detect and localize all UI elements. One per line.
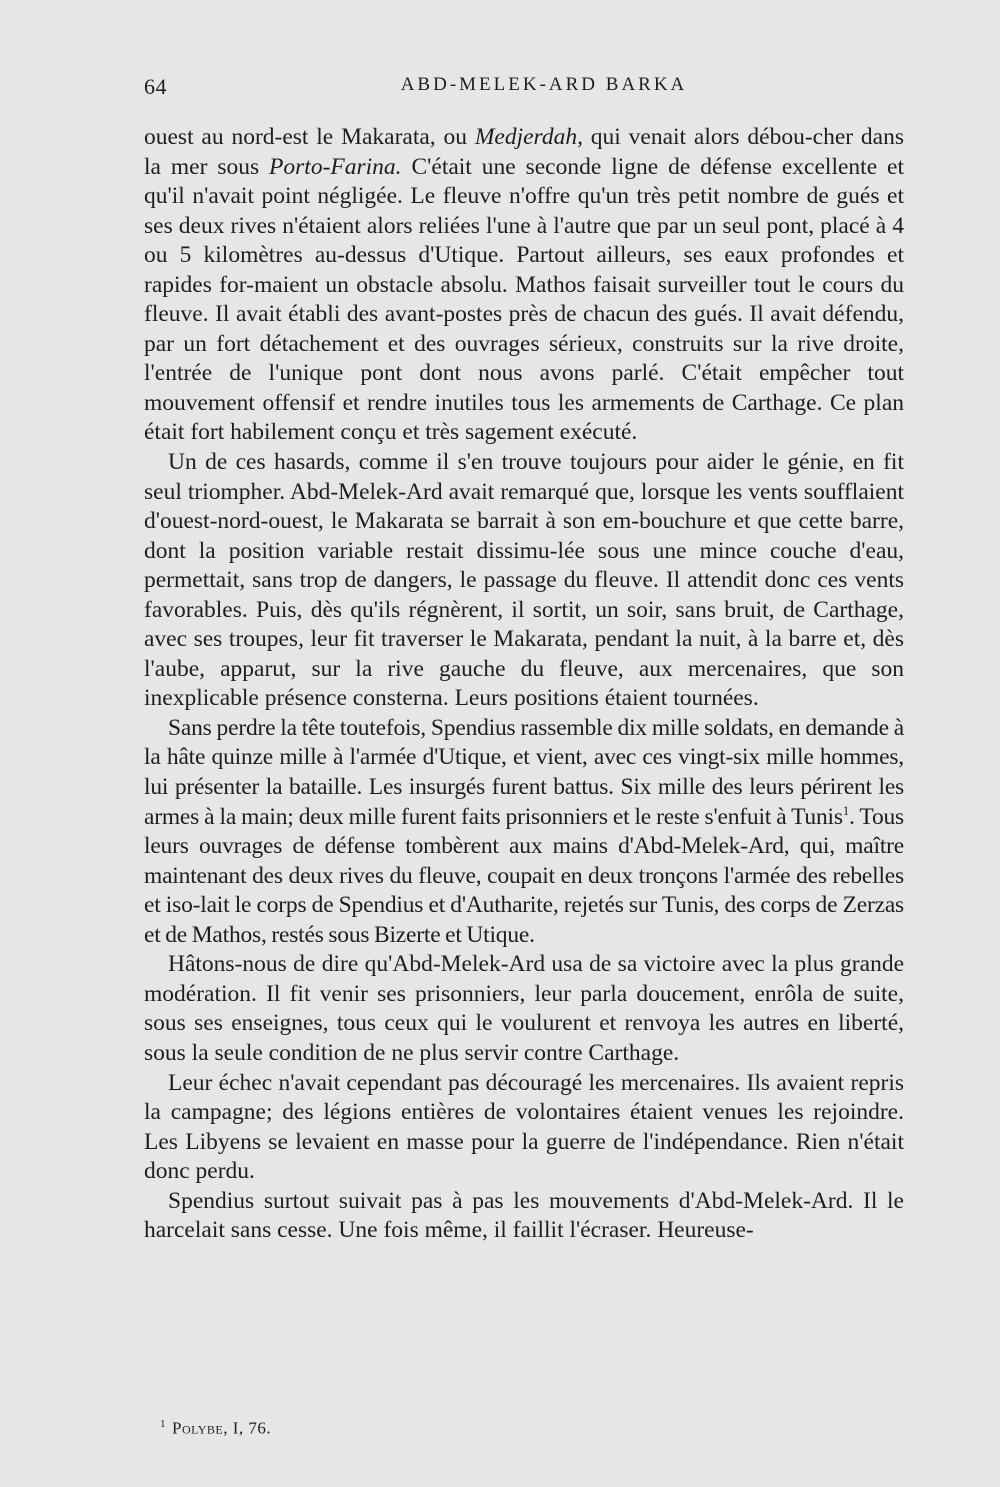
footnote-reference-mark: 1 bbox=[842, 802, 850, 818]
paragraph-2: Un de ces hasards, comme il s'en trouve toujours pour aider le génie, en fit seul triompher. Abd-Melek-Ard avait remarqué que, lorsque les vents soufflaient d'ouest-nord-ouest, le Makarata se barrait à son em-bouchure et que cette barre, dont la position variable restait dissimu-lée sous une mince couche d'eau, permettait, sans trop de dangers, le passage du fleuve. Il attendit donc ces vents favorables. Puis, dès qu'ils régnèrent, il sortit, un soir, sans bruit, de Carthage, avec ses troupes, leur fit traverser le Makarata, pendant la nuit, à la barre et, dès l'aube, apparut, sur la rive gauche du fleuve, aux mercenaires, que son inexplicable présence consterna. Leurs positions étaient tournées. bbox=[144, 449, 904, 712]
footnote-reference: , I, 76. bbox=[223, 1418, 272, 1438]
paragraph-5: Leur échec n'avait cependant pas découragé les mercenaires. Ils avaient repris la campagne; des légions entières de volontaires étaient venues les rejoindre. Les Libyens se levaient en masse pour la guerre de l'indépendance. Rien n'était donc perdu. bbox=[144, 1069, 904, 1185]
italic-porto-farina: Porto-Farina. bbox=[269, 153, 402, 180]
body-text bbox=[144, 123, 904, 1246]
footnote-number: 1 bbox=[160, 1418, 166, 1430]
paragraph-1 bbox=[144, 123, 904, 448]
footnote-author: Polybe bbox=[172, 1418, 224, 1438]
running-head bbox=[144, 74, 904, 104]
page-number: 64 bbox=[144, 74, 167, 99]
paragraph-1-text-a: ouest au nord-est le Makarata, ou bbox=[144, 124, 475, 150]
running-title: ABD-MELEK-ARD BARKA bbox=[400, 74, 688, 95]
paragraph-1-text-b: qui venait alors débou-cher dans la mer sous bbox=[144, 124, 904, 180]
paragraph-3-text-a: Sans perdre la tête toutefois, Spendius rassemble dix mille soldats, en demande à la hâte quinze mille à l'armée d'Utique, et vient, avec ces vingt-six mille hommes, lui présenter la bataille. Les insurgés furent battus. Six mille des leurs périrent les armes à la main; deux mille furent faits prisonniers et le reste s'enfuit à Tunis bbox=[144, 714, 904, 830]
footnote bbox=[160, 1418, 860, 1439]
paragraph-4: Hâtons-nous de dire qu'Abd-Melek-Ard usa de sa victoire avec la plus grande modération. Il fit venir ses prisonniers, leur parla doucement, enrôla de suite, sous ses enseignes, tous ceux qui le voulurent et renvoya les autres en liberté, sous la seule condition de ne plus servir contre Carthage. bbox=[144, 951, 904, 1066]
paragraph-6: Spendius surtout suivait pas à pas les mouvements d'Abd-Melek-Ard. Il le harcelait sans cesse. Une fois même, il faillit l'écraser. Heureuse- bbox=[144, 1187, 904, 1244]
paragraph-3-text-b: . Tous leurs ouvrages de défense tombèrent aux mains d'Abd-Melek-Ard, qui, maître maintenant des deux rives du fleuve, coupait en deux tronçons l'armée des rebelles et iso-lait le corps de Spendius et d'Autharite, rejetés sur Tunis, des corps de Zerzas et de Mathos, restés sous Bizerte et Utique. bbox=[144, 803, 904, 948]
paragraph-3 bbox=[144, 714, 904, 950]
paragraph-1-text-c: C'était une seconde ligne de défense excellente et qu'il n'avait point négligée. Le fleuve n'offre qu'un très petit nombre de gués et ses deux rives n'étaient alors reliées l'une à l'autre que par un seul pont, placé à 4 ou 5 kilomètres au-dessus d'Utique. Partout ailleurs, ses eaux profondes et rapides for-maient un obstacle absolu. Mathos faisait surveiller tout le cours du fleuve. Il avait établi des avant-postes près de chacun des gués. Il avait défendu, par un fort détachement et des ouvrages sérieux, construits sur la rive droite, l'entrée de l'unique pont dont nous avons parlé. C'était empêcher tout mouvement offensif et rendre inutiles tous les armements de Carthage. Ce plan était fort habilement conçu et très sagement exécuté. bbox=[144, 153, 904, 446]
italic-medjerdah: Medjerdah, bbox=[474, 124, 583, 150]
